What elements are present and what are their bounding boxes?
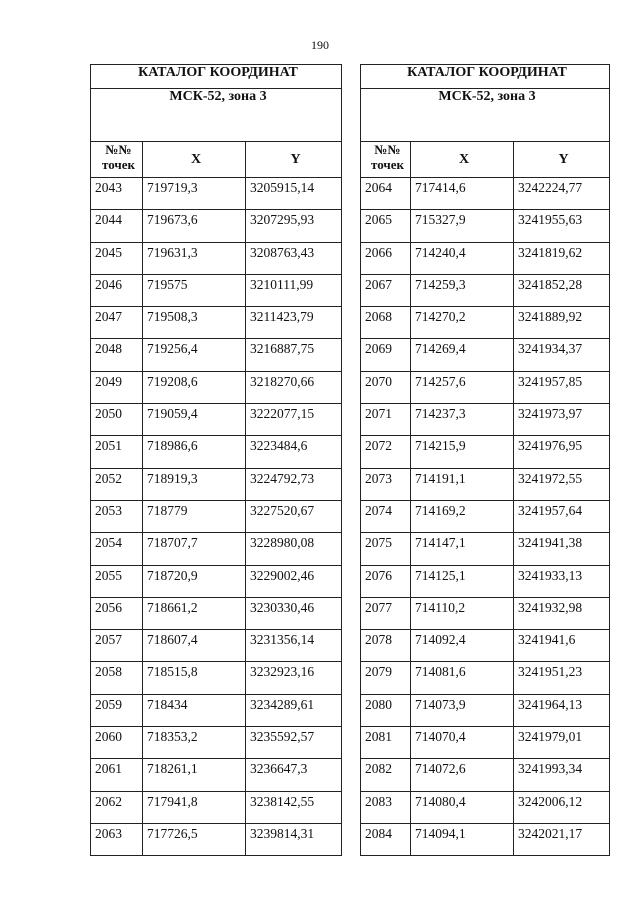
- table-row: [91, 404, 342, 436]
- point-number-cell: 2044: [91, 210, 143, 242]
- point-number-cell: 2060: [91, 727, 143, 759]
- x-coordinate-cell: 718707,7: [143, 533, 246, 565]
- table-row: [361, 565, 610, 597]
- x-coordinate-cell: 717414,6: [411, 178, 514, 210]
- y-coordinate-cell: 3241979,01: [514, 727, 610, 759]
- point-number-cell: 2075: [361, 533, 411, 565]
- table-row: [91, 630, 342, 662]
- x-coordinate-cell: 719059,4: [143, 404, 246, 436]
- y-coordinate-cell: 3227520,67: [246, 500, 342, 532]
- x-coordinate-cell: 714270,2: [411, 307, 514, 339]
- table-row: [91, 662, 342, 694]
- point-number-cell: 2058: [91, 662, 143, 694]
- y-coordinate-cell: 3241934,37: [514, 339, 610, 371]
- page-number: 190: [311, 38, 329, 52]
- y-coordinate-cell: 3241819,62: [514, 242, 610, 274]
- point-number-cell: 2081: [361, 727, 411, 759]
- y-coordinate-cell: 3230330,46: [246, 597, 342, 629]
- point-number-cell: 2046: [91, 274, 143, 306]
- x-coordinate-cell: 714072,6: [411, 759, 514, 791]
- x-coordinate-cell: 714169,2: [411, 500, 514, 532]
- table-row: [91, 339, 342, 371]
- y-coordinate-cell: 3242021,17: [514, 823, 610, 855]
- x-coordinate-cell: 717941,8: [143, 791, 246, 823]
- x-coordinate-cell: 718353,2: [143, 727, 246, 759]
- x-coordinate-cell: 714110,2: [411, 597, 514, 629]
- x-coordinate-cell: 714147,1: [411, 533, 514, 565]
- point-number-cell: 2070: [361, 371, 411, 403]
- y-coordinate-cell: 3211423,79: [246, 307, 342, 339]
- table-body: [91, 178, 342, 856]
- x-coordinate-cell: 718261,1: [143, 759, 246, 791]
- y-coordinate-cell: 3241941,38: [514, 533, 610, 565]
- x-coordinate-cell: 714073,9: [411, 694, 514, 726]
- table-body: [361, 178, 610, 856]
- y-coordinate-cell: 3207295,93: [246, 210, 342, 242]
- y-coordinate-cell: 3232923,16: [246, 662, 342, 694]
- y-coordinate-cell: 3222077,15: [246, 404, 342, 436]
- column-header-y: Y: [246, 142, 342, 178]
- table-row: [361, 339, 610, 371]
- table-row: [91, 210, 342, 242]
- y-coordinate-cell: 3218270,66: [246, 371, 342, 403]
- x-coordinate-cell: 717726,5: [143, 823, 246, 855]
- table-row: [361, 242, 610, 274]
- table-row: [361, 597, 610, 629]
- column-header-y: Y: [514, 142, 610, 178]
- x-coordinate-cell: 714080,4: [411, 791, 514, 823]
- x-coordinate-cell: 719673,6: [143, 210, 246, 242]
- column-header-x: X: [143, 142, 246, 178]
- y-coordinate-cell: 3241955,63: [514, 210, 610, 242]
- y-coordinate-cell: 3228980,08: [246, 533, 342, 565]
- x-coordinate-cell: 719256,4: [143, 339, 246, 371]
- point-number-cell: 2078: [361, 630, 411, 662]
- y-coordinate-cell: 3241941,6: [514, 630, 610, 662]
- point-number-cell: 2052: [91, 468, 143, 500]
- y-coordinate-cell: 3223484,6: [246, 436, 342, 468]
- point-number-cell: 2051: [91, 436, 143, 468]
- point-number-cell: 2071: [361, 404, 411, 436]
- x-coordinate-cell: 714081,6: [411, 662, 514, 694]
- point-number-cell: 2050: [91, 404, 143, 436]
- x-coordinate-cell: 718720,9: [143, 565, 246, 597]
- point-number-cell: 2079: [361, 662, 411, 694]
- y-coordinate-cell: 3216887,75: [246, 339, 342, 371]
- x-coordinate-cell: 714237,3: [411, 404, 514, 436]
- point-number-cell: 2053: [91, 500, 143, 532]
- point-number-cell: 2068: [361, 307, 411, 339]
- table-row: [91, 759, 342, 791]
- table-row: [91, 307, 342, 339]
- column-header-point-number: №№ точек: [361, 142, 411, 178]
- x-coordinate-cell: 714092,4: [411, 630, 514, 662]
- table-title: КАТАЛОГ КООРДИНАТ: [361, 65, 610, 89]
- y-coordinate-cell: 3241932,98: [514, 597, 610, 629]
- x-coordinate-cell: 719208,6: [143, 371, 246, 403]
- x-coordinate-cell: 719631,3: [143, 242, 246, 274]
- table-row: [361, 500, 610, 532]
- y-coordinate-cell: 3241889,92: [514, 307, 610, 339]
- x-coordinate-cell: 718779: [143, 500, 246, 532]
- table-row: [91, 242, 342, 274]
- table-row: [91, 823, 342, 855]
- y-coordinate-cell: 3241957,64: [514, 500, 610, 532]
- table-row: [361, 307, 610, 339]
- y-coordinate-cell: 3234289,61: [246, 694, 342, 726]
- x-coordinate-cell: 714094,1: [411, 823, 514, 855]
- point-number-cell: 2084: [361, 823, 411, 855]
- point-number-cell: 2064: [361, 178, 411, 210]
- column-header-x: X: [411, 142, 514, 178]
- y-coordinate-cell: 3241976,95: [514, 436, 610, 468]
- y-coordinate-cell: 3242006,12: [514, 791, 610, 823]
- point-number-cell: 2074: [361, 500, 411, 532]
- x-coordinate-cell: 714125,1: [411, 565, 514, 597]
- y-coordinate-cell: 3241933,13: [514, 565, 610, 597]
- y-coordinate-cell: 3210111,99: [246, 274, 342, 306]
- table-row: [361, 662, 610, 694]
- x-coordinate-cell: 719575: [143, 274, 246, 306]
- point-number-cell: 2047: [91, 307, 143, 339]
- point-number-cell: 2083: [361, 791, 411, 823]
- y-coordinate-cell: 3241973,97: [514, 404, 610, 436]
- x-coordinate-cell: 718661,2: [143, 597, 246, 629]
- table-row: [91, 565, 342, 597]
- table-row: [361, 630, 610, 662]
- point-number-cell: 2073: [361, 468, 411, 500]
- table-row: [361, 468, 610, 500]
- y-coordinate-cell: 3241993,34: [514, 759, 610, 791]
- y-coordinate-cell: 3241852,28: [514, 274, 610, 306]
- point-number-cell: 2043: [91, 178, 143, 210]
- point-number-cell: 2054: [91, 533, 143, 565]
- x-coordinate-cell: 718919,3: [143, 468, 246, 500]
- point-number-cell: 2045: [91, 242, 143, 274]
- point-number-cell: 2062: [91, 791, 143, 823]
- table-row: [91, 533, 342, 565]
- x-coordinate-cell: 718607,4: [143, 630, 246, 662]
- table-row: [361, 274, 610, 306]
- table-row: [361, 759, 610, 791]
- table-row: [91, 436, 342, 468]
- y-coordinate-cell: 3241957,85: [514, 371, 610, 403]
- y-coordinate-cell: 3224792,73: [246, 468, 342, 500]
- y-coordinate-cell: 3229002,46: [246, 565, 342, 597]
- y-coordinate-cell: 3241972,55: [514, 468, 610, 500]
- point-number-cell: 2065: [361, 210, 411, 242]
- coordinate-system: МСК-52, зона 3: [91, 89, 342, 142]
- y-coordinate-cell: 3239814,31: [246, 823, 342, 855]
- table-row: [91, 791, 342, 823]
- y-coordinate-cell: 3242224,77: [514, 178, 610, 210]
- y-coordinate-cell: 3205915,14: [246, 178, 342, 210]
- x-coordinate-cell: 719508,3: [143, 307, 246, 339]
- x-coordinate-cell: 718986,6: [143, 436, 246, 468]
- y-coordinate-cell: 3231356,14: [246, 630, 342, 662]
- x-coordinate-cell: 714215,9: [411, 436, 514, 468]
- x-coordinate-cell: 714191,1: [411, 468, 514, 500]
- point-number-cell: 2076: [361, 565, 411, 597]
- point-number-cell: 2049: [91, 371, 143, 403]
- point-number-cell: 2082: [361, 759, 411, 791]
- point-number-cell: 2057: [91, 630, 143, 662]
- table-row: [361, 404, 610, 436]
- y-coordinate-cell: 3235592,57: [246, 727, 342, 759]
- x-coordinate-cell: 718515,8: [143, 662, 246, 694]
- point-number-cell: 2063: [91, 823, 143, 855]
- table-row: [91, 371, 342, 403]
- table-row: [361, 823, 610, 855]
- table-row: [91, 727, 342, 759]
- table-row: [361, 210, 610, 242]
- point-number-cell: 2059: [91, 694, 143, 726]
- x-coordinate-cell: 714070,4: [411, 727, 514, 759]
- y-coordinate-cell: 3236647,3: [246, 759, 342, 791]
- x-coordinate-cell: 719719,3: [143, 178, 246, 210]
- point-number-cell: 2069: [361, 339, 411, 371]
- x-coordinate-cell: 714269,4: [411, 339, 514, 371]
- table-row: [91, 274, 342, 306]
- table-row: [361, 371, 610, 403]
- x-coordinate-cell: 714259,3: [411, 274, 514, 306]
- table-row: [361, 436, 610, 468]
- table-row: [361, 694, 610, 726]
- point-number-cell: 2056: [91, 597, 143, 629]
- y-coordinate-cell: 3238142,55: [246, 791, 342, 823]
- x-coordinate-cell: 715327,9: [411, 210, 514, 242]
- table-row: [361, 727, 610, 759]
- y-coordinate-cell: 3241951,23: [514, 662, 610, 694]
- point-number-cell: 2048: [91, 339, 143, 371]
- point-number-cell: 2066: [361, 242, 411, 274]
- point-number-cell: 2067: [361, 274, 411, 306]
- table-row: [91, 597, 342, 629]
- column-header-point-number: №№ точек: [91, 142, 143, 178]
- coordinate-catalog-table-right: [360, 64, 610, 856]
- table-row: [91, 694, 342, 726]
- y-coordinate-cell: 3208763,43: [246, 242, 342, 274]
- point-number-cell: 2077: [361, 597, 411, 629]
- point-number-cell: 2072: [361, 436, 411, 468]
- x-coordinate-cell: 714257,6: [411, 371, 514, 403]
- table-row: [361, 533, 610, 565]
- point-number-cell: 2080: [361, 694, 411, 726]
- x-coordinate-cell: 718434: [143, 694, 246, 726]
- coordinate-system: МСК-52, зона 3: [361, 89, 610, 142]
- table-row: [91, 500, 342, 532]
- point-number-cell: 2055: [91, 565, 143, 597]
- point-number-cell: 2061: [91, 759, 143, 791]
- coordinate-catalog-table-left: [90, 64, 342, 856]
- x-coordinate-cell: 714240,4: [411, 242, 514, 274]
- table-row: [361, 791, 610, 823]
- table-title: КАТАЛОГ КООРДИНАТ: [91, 65, 342, 89]
- y-coordinate-cell: 3241964,13: [514, 694, 610, 726]
- table-row: [361, 178, 610, 210]
- table-row: [91, 178, 342, 210]
- table-row: [91, 468, 342, 500]
